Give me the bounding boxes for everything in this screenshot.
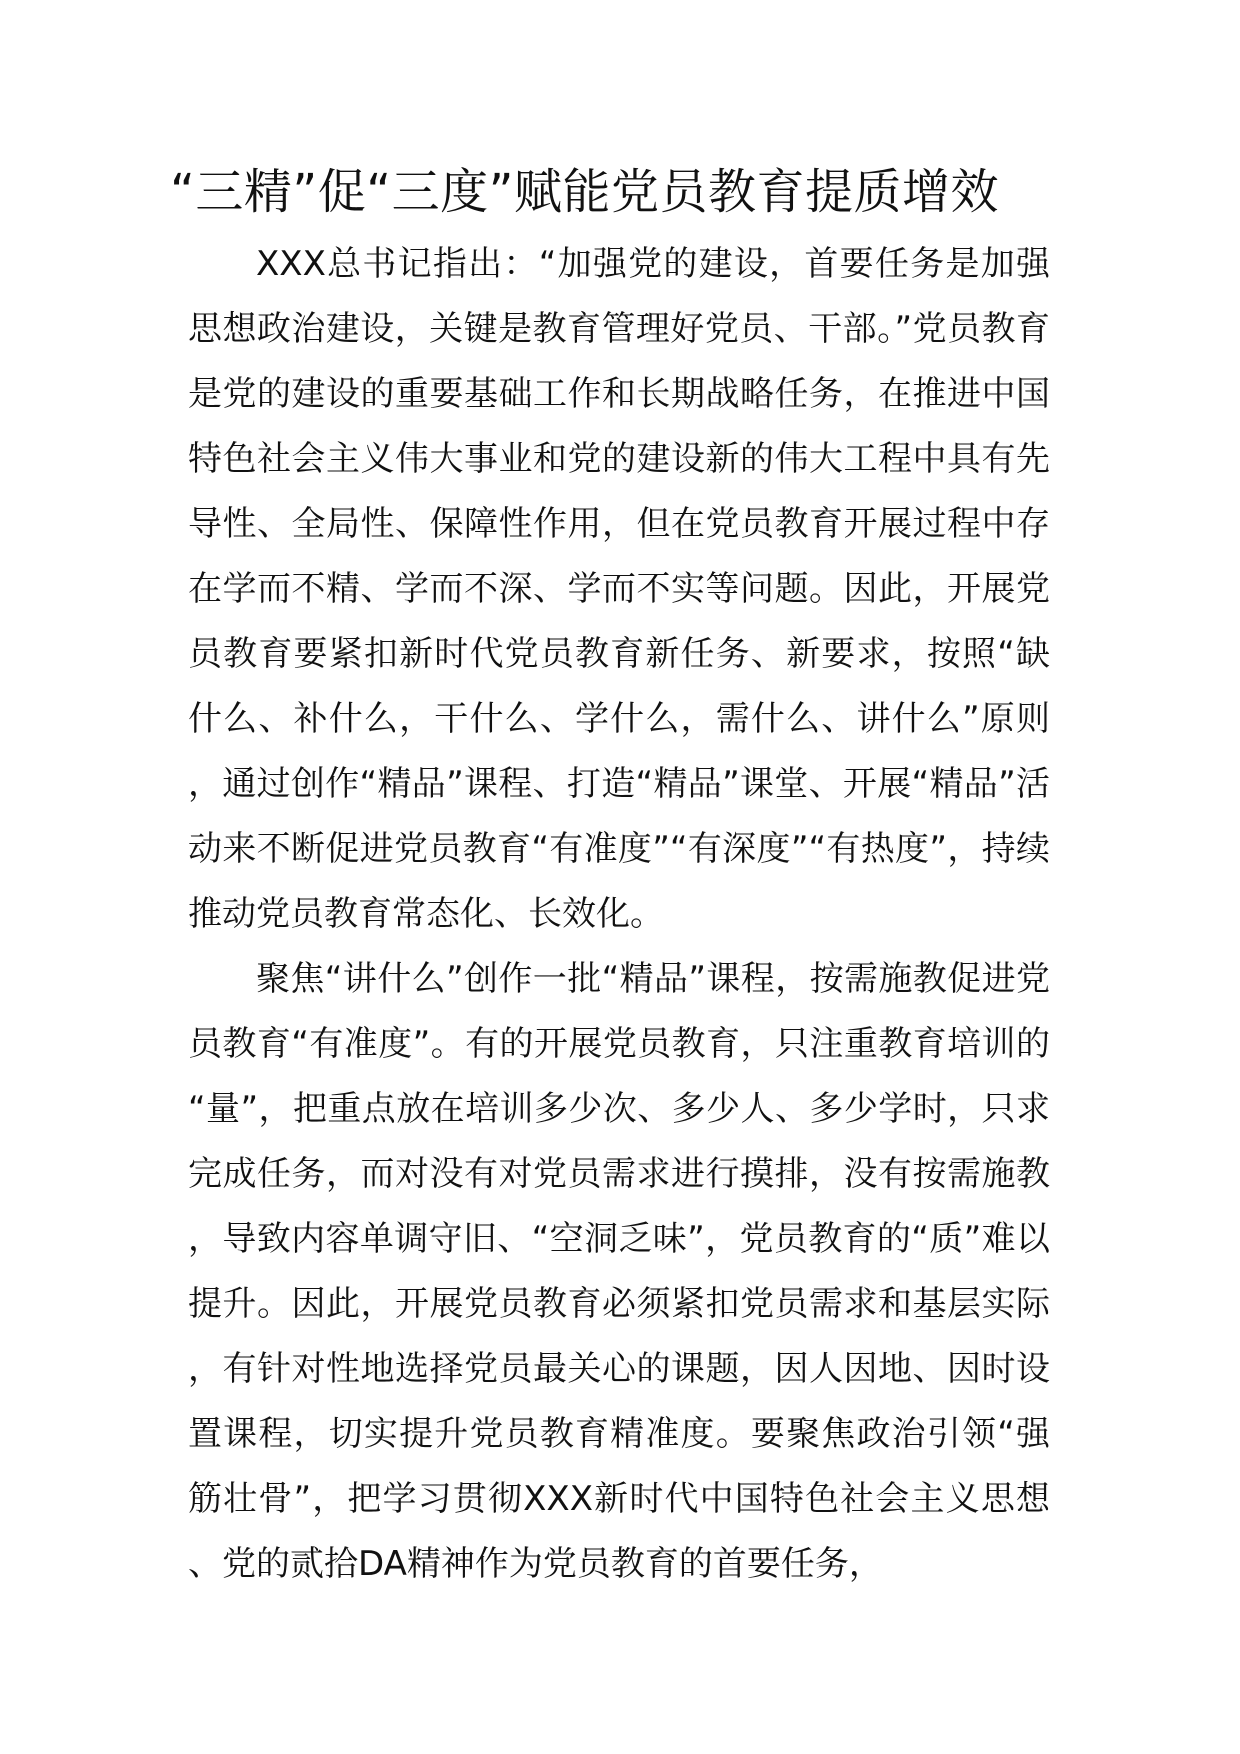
body-paragraph: 聚焦“讲什么”创作一批“精品”课程，按需施教促进党员教育“有准度”。有的开展党员教育，只注重教育培训的“量”，把重点放在培训多少次、多少人、多少学时，只求完成任务，而对没有对党员需求进行摸排，没有按需施教，导致内容单调守旧、“空洞乏味”，党员教育的“质”难以提升。因此，开展党员教育必须紧扣党员需求和基层实际，有针对性地选择党员最关心的课题，因人因地、因时设置课程，切实提升党员教育精准度。要聚焦政治引领“强筋壮骨”，把学习贯彻XXX新时代中国特色社会主义思想、党的贰拾DA精神作为党员教育的首要任务，	[188, 959, 1050, 1584]
document-body	[188, 232, 1050, 1597]
body-paragraph: XXX总书记指出：“加强党的建设，首要任务是加强思想政治建设，关键是教育管理好党员、干部。”党员教育是党的建设的重要基础工作和长期战略任务，在推进中国特色社会主义伟大事业和党的建设新的伟大工程中具有先导性、全局性、保障性作用，但在党员教育开展过程中存在学而不精、学而不深、学而不实等问题。因此，开展党员教育要紧扣新时代党员教育新任务、新要求，按照“缺什么、补什么，干什么、学什么，需什么、讲什么”原则，通过创作“精品”课程、打造“精品”课堂、开展“精品”活动来不断促进党员教育“有准度”“有深度”“有热度”，持续推动党员教育常态化、长效化。	[188, 244, 1050, 934]
document-title: “三精”促“三度”赋能党员教育提质增效	[170, 164, 999, 220]
